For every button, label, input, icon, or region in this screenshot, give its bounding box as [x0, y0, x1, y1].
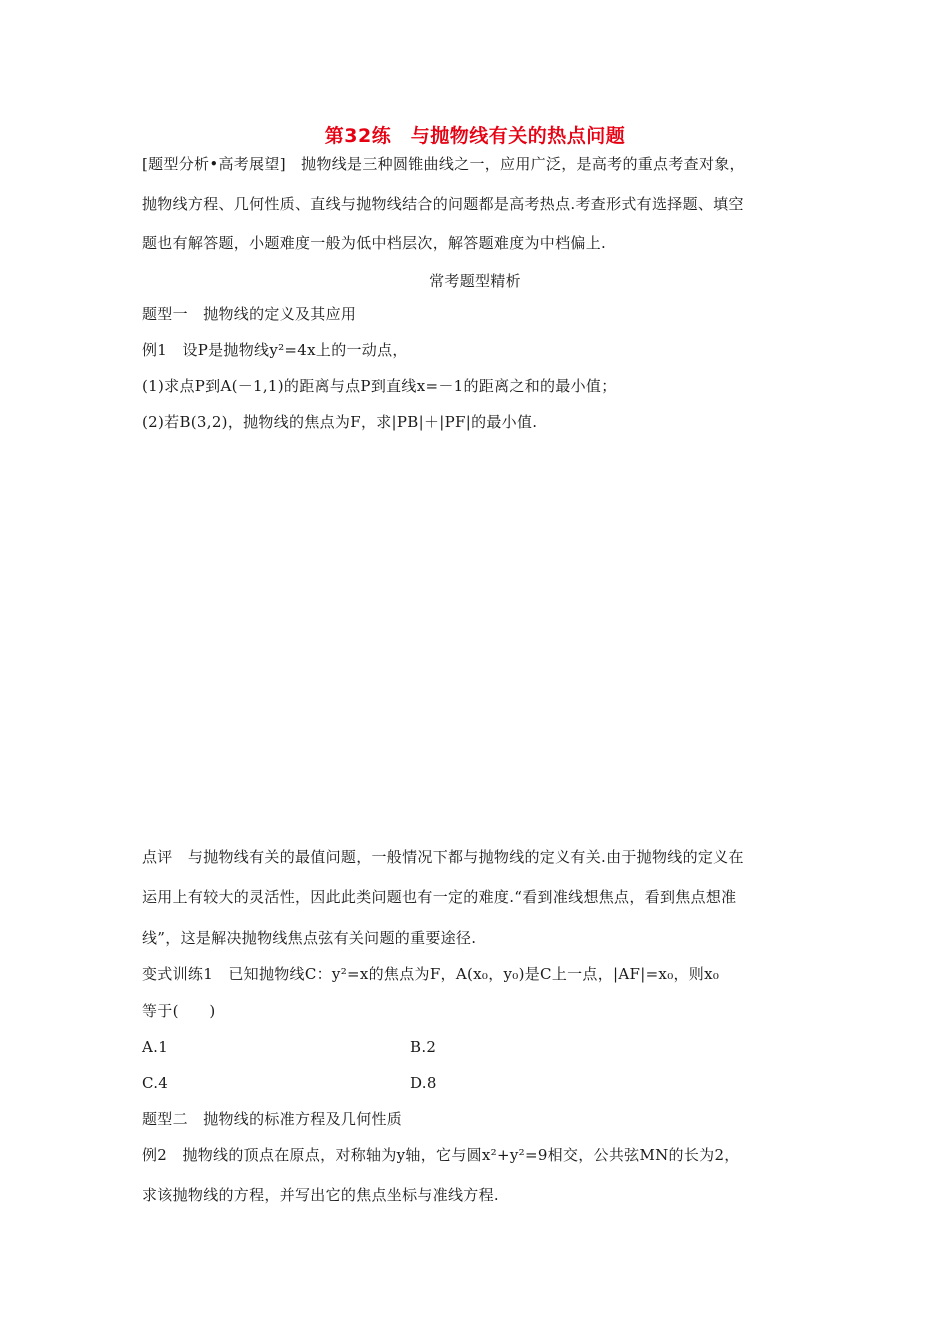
type1-heading: 题型一 抛物线的定义及其应用	[142, 305, 357, 323]
intro-line-3: 题也有解答题，小题难度一般为低中档层次，解答题难度为中档偏上.	[142, 234, 607, 252]
type2-heading: 题型二 抛物线的标准方程及几何性质	[142, 1110, 403, 1128]
variant1-stem-line-2: 等于( )	[142, 1002, 216, 1020]
option-c: C.4	[142, 1074, 169, 1092]
intro-line-2: 抛物线方程、几何性质、直线与抛物线结合的问题都是高考热点.考查形式有选择题、填空	[142, 195, 744, 213]
page-title: 第32练 与抛物线有关的热点问题	[324, 125, 626, 147]
example2-line-2: 求该抛物线的方程，并写出它的焦点坐标与准线方程.	[142, 1186, 499, 1204]
option-a: A.1	[142, 1038, 169, 1056]
example1-part1: (1)求点P到A(－1,1)的距离与点P到直线x=－1的距离之和的最小值；	[142, 377, 617, 395]
comment-line-1: 点评 与抛物线有关的最值问题，一般情况下都与抛物线的定义有关.由于抛物线的定义在	[142, 848, 744, 866]
option-d: D.8	[410, 1074, 437, 1092]
example1-stem: 例1 设P是抛物线y²=4x上的一动点，	[142, 341, 408, 359]
example2-line-1: 例2 抛物线的顶点在原点，对称轴为y轴，它与圆x²+y²=9相交，公共弦MN的长为2，	[142, 1146, 740, 1164]
intro-line-1: [题型分析•高考展望] 抛物线是三种圆锥曲线之一，应用广泛，是高考的重点考查对象，	[142, 155, 745, 173]
variant1-stem-line-1: 变式训练1 已知抛物线C：y²=x的焦点为F，A(x₀，y₀)是C上一点，|AF|=x₀，则x₀	[142, 965, 720, 983]
section-heading: 常考题型精析	[429, 272, 521, 290]
example1-part2: (2)若B(3,2)，抛物线的焦点为F，求|PB|＋|PF|的最小值.	[142, 413, 538, 431]
option-b: B.2	[410, 1038, 437, 1056]
comment-line-3: 线”，这是解决抛物线焦点弦有关问题的重要途径.	[142, 929, 477, 947]
comment-line-2: 运用上有较大的灵活性，因此此类问题也有一定的难度.“看到准线想焦点，看到焦点想准	[142, 888, 737, 906]
